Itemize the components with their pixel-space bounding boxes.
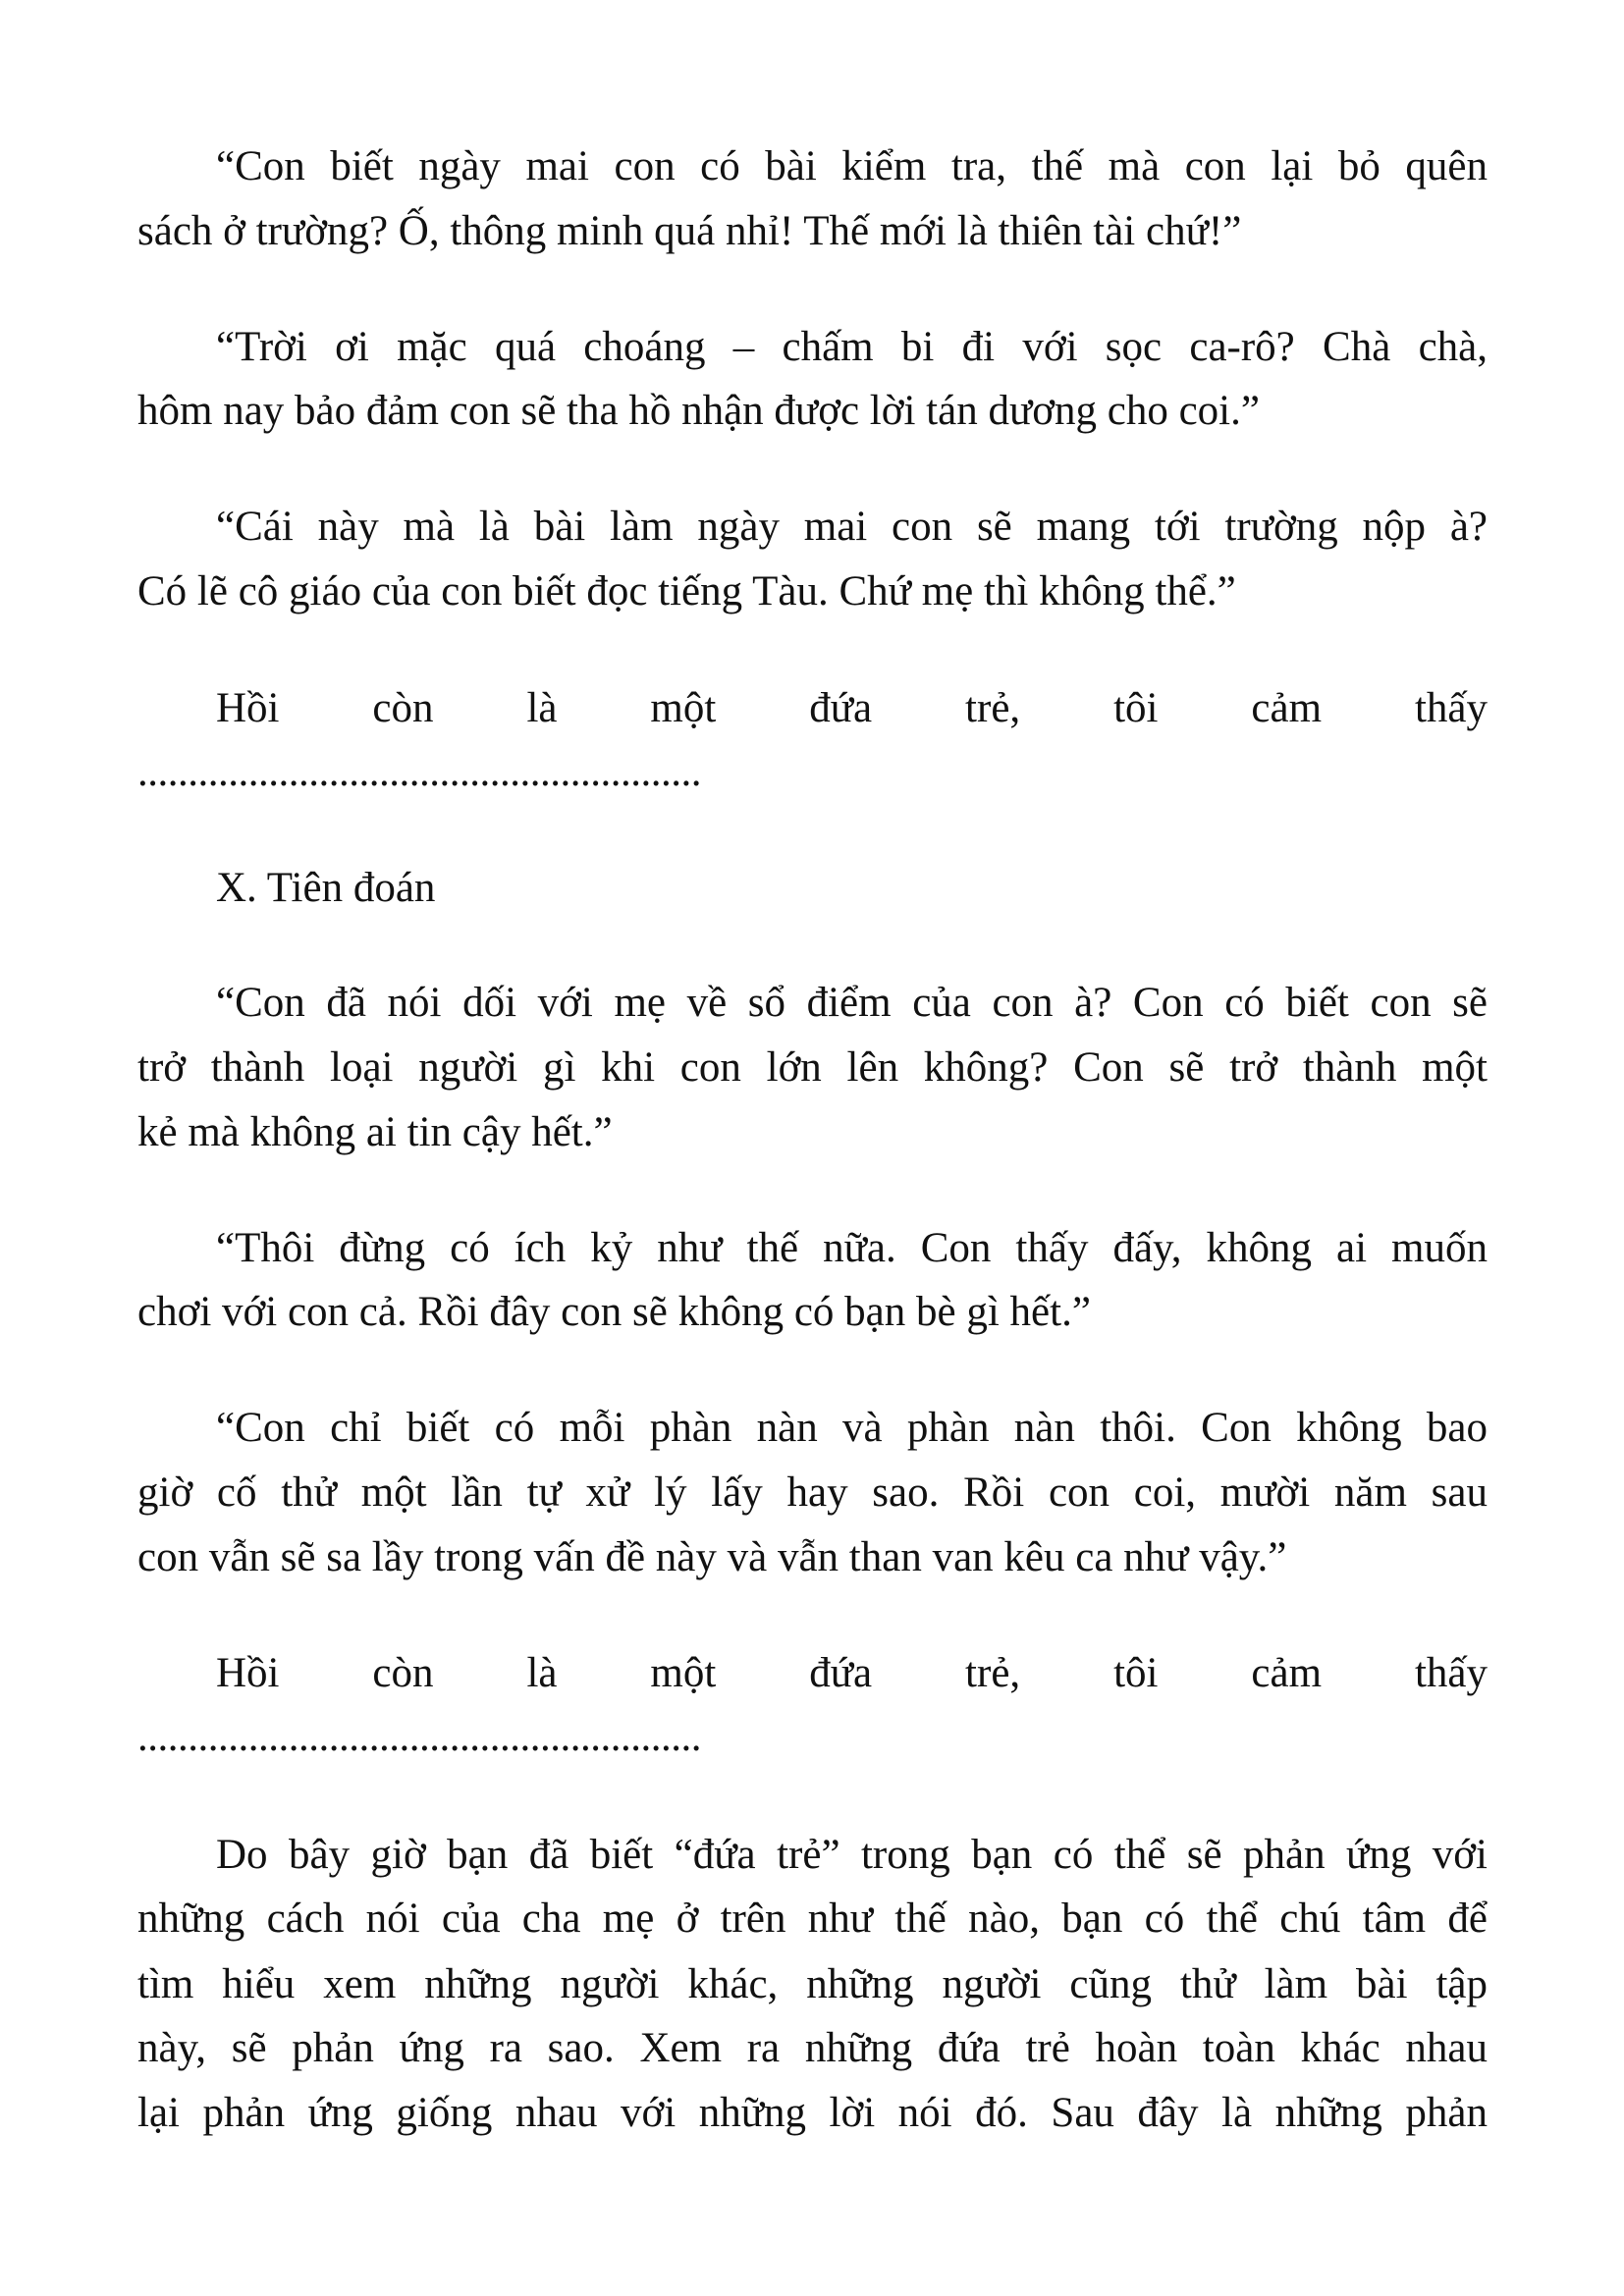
paragraph-1-line-2: sách ở trường? Ố, thông minh quá nhỉ! Thế mới là thiên tài chứ!” [137,208,1242,254]
paragraph-4-line-3: kẻ mà không ai tin cậy hết.” [137,1109,613,1155]
paragraph-2-line-2: hôm nay bảo đảm con sẽ tha hồ nhận được lời tán dương cho coi.” [137,388,1260,434]
paragraph-4-line-2: trở thành loại người gì khi con lớn lên không? Con sẽ trở thành một [137,1044,1488,1091]
paragraph-3-line-2: Có lẽ cô giáo của con biết đọc tiếng Tàu. Chứ mẹ thì không thể.” [137,568,1236,614]
paragraph-1-line-1: “Con biết ngày mai con có bài kiểm tra, thế mà con lại bỏ quên [216,143,1488,189]
paragraph-5-line-1: “Thôi đừng có ích kỷ như thế nữa. Con thấy đấy, không ai muốn [216,1225,1488,1271]
paragraph-7-line-2: những cách nói của cha mẹ ở trên như thế nào, bạn có thể chú tâm để [137,1896,1488,1942]
paragraph-6-line-1: “Con chỉ biết có mỗi phàn nàn và phàn nàn thôi. Con không bao [216,1405,1488,1451]
paragraph-4-line-1: “Con đã nói dối với mẹ về sổ điểm của con à? Con có biết con sẽ [216,980,1488,1026]
paragraph-7-line-4: này, sẽ phản ứng ra sao. Xem ra những đứa trẻ hoàn toàn khác nhau [137,2025,1488,2071]
paragraph-5-line-2: chơi với con cả. Rồi đây con sẽ không có bạn bè gì hết.” [137,1289,1091,1335]
fill-in-blank-2: ........................................................ [137,1714,701,1760]
paragraph-6-line-3: con vẫn sẽ sa lầy trong vấn đề này và vẫn than van kêu ca như vậy.” [137,1534,1287,1580]
paragraph-6-line-2: giờ cố thử một lần tự xử lý lấy hay sao. Rồi con coi, mười năm sau [137,1469,1488,1516]
paragraph-7-line-1: Do bây giờ bạn đã biết “đứa trẻ” trong bạn có thể sẽ phản ứng với [216,1832,1488,1878]
fill-in-prompt-2: Hồi còn là một đứa trẻ, tôi cảm thấy [216,1650,1488,1696]
paragraph-7-line-5: lại phản ứng giống nhau với những lời nói đó. Sau đây là những phản [137,2090,1488,2136]
paragraph-2-line-1: “Trời ơi mặc quá choáng – chấm bi đi với sọc ca-rô? Chà chà, [216,324,1488,370]
section-heading: X. Tiên đoán [216,865,436,911]
paragraph-7-line-3: tìm hiểu xem những người khác, những người cũng thử làm bài tập [137,1961,1488,2007]
fill-in-blank-1: ........................................................ [137,749,701,795]
fill-in-prompt-1: Hồi còn là một đứa trẻ, tôi cảm thấy [216,685,1488,731]
paragraph-3-line-1: “Cái này mà là bài làm ngày mai con sẽ mang tới trường nộp à? [216,504,1488,550]
